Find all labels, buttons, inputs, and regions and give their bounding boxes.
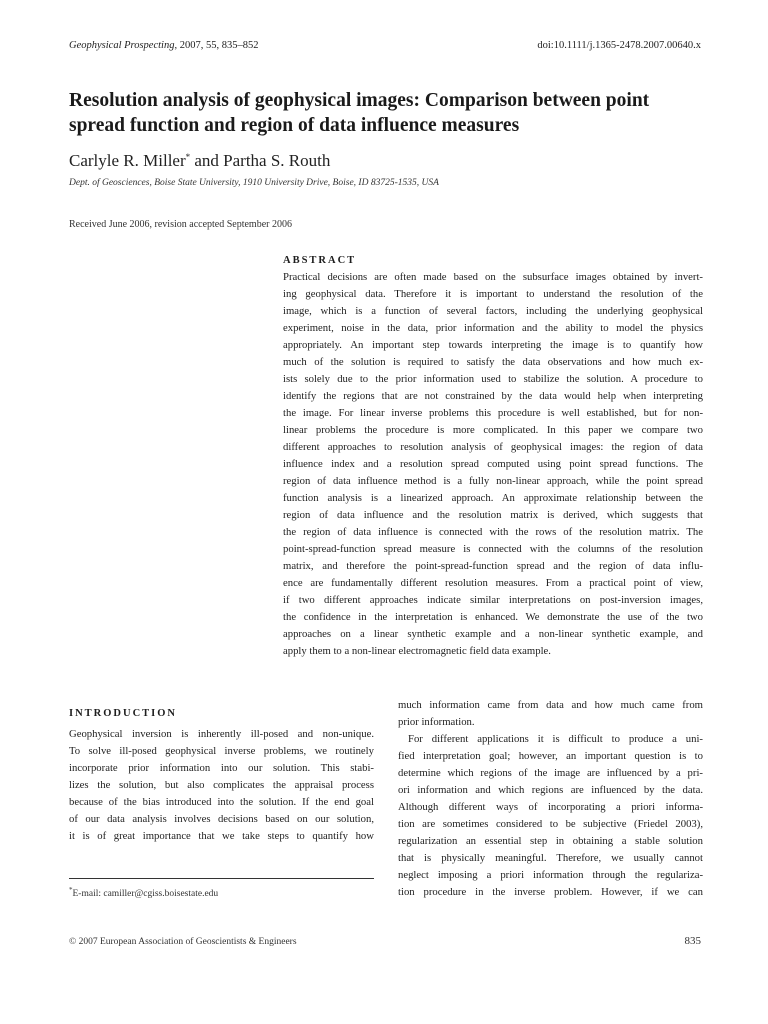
author-list bbox=[69, 151, 330, 171]
abstract bbox=[283, 255, 703, 660]
author-footnote-mark: * bbox=[185, 152, 191, 162]
abstract-line: appropriately. An important step towards interpreting the image is to quantify how bbox=[283, 339, 703, 351]
body-line: ori information and which regions are influenced by the data. bbox=[398, 784, 703, 796]
body-line: that is physically meaningful. Therefore, we usually cannot bbox=[398, 852, 703, 864]
abstract-line: different approaches to resolution analysis of geophysical images: the region of data bbox=[283, 441, 703, 453]
author-1: Carlyle R. Miller bbox=[69, 151, 186, 170]
body-line: For different applications it is difficult to produce a uni- bbox=[408, 733, 703, 745]
body-line: incorporate prior information into our solution. This stabi- bbox=[69, 762, 374, 774]
footnote-divider bbox=[69, 878, 374, 879]
body-line: tion procedure in the inverse problem. However, if we can bbox=[398, 886, 703, 898]
body-line: Geophysical inversion is inherently ill-posed and non-unique. bbox=[69, 728, 374, 740]
abstract-line: matrix, and therefore the point-spread-function spread and the region of data influ- bbox=[283, 560, 703, 572]
abstract-heading: ABSTRACT bbox=[283, 255, 357, 266]
body-line: tion are sometimes considered to be subjective (Friedel 2003), bbox=[398, 818, 703, 830]
body-line: neglect imposing a priori information through the regulariza- bbox=[398, 869, 703, 881]
abstract-line: point-spread-function spread measure is connected with the columns of the resolution bbox=[283, 543, 703, 555]
abstract-line: experiment, noise in the data, prior information and the ability to model the physics bbox=[283, 322, 703, 334]
abstract-line: apply them to a non-linear electromagnetic field data example. bbox=[283, 645, 551, 657]
abstract-line: ence are fundamentally different resolution measures. From a practical point of view, bbox=[283, 577, 703, 589]
abstract-line: approaches on a linear synthetic example and a non-linear synthetic example, and bbox=[283, 628, 703, 640]
abstract-line: image, which is a function of several factors, including the underlying geophysical bbox=[283, 305, 703, 317]
page-number: 835 bbox=[684, 935, 701, 947]
volume-pages: , 2007, 55, 835–852 bbox=[174, 40, 259, 51]
body-line: of our data analysis involves decisions based on our solution, bbox=[69, 813, 374, 825]
body-line: regularization an essential step in obtaining a stable solution bbox=[398, 835, 703, 847]
received-dates: Received June 2006, revision accepted September 2006 bbox=[69, 219, 292, 230]
abstract-line: the region of data influence is connected with the rows of the resolution matrix. The bbox=[283, 526, 703, 538]
abstract-line: Practical decisions are often made based on the subsurface images obtained by invert- bbox=[283, 271, 703, 283]
abstract-line: ing geophysical data. Therefore it is important to understand the resolution of the bbox=[283, 288, 703, 300]
abstract-line: ists solely due to the prior information used to stabilize the solution. A procedure to bbox=[283, 373, 703, 385]
abstract-line: region of data influence and the resolution matrix is derived, which suggests that bbox=[283, 509, 703, 521]
copyright-notice: © 2007 European Association of Geoscientists & Engineers bbox=[69, 937, 297, 947]
body-line: fied interpretation goal; however, an important question is to bbox=[398, 750, 703, 762]
title-line: Resolution analysis of geophysical images: Comparison between point bbox=[69, 90, 650, 111]
author-2: and Partha S. Routh bbox=[190, 151, 331, 170]
footnote-mark: * bbox=[69, 886, 73, 894]
body-line: it is of great importance that we take steps to quantify how bbox=[69, 830, 374, 842]
title-line: spread function and region of data influence measures bbox=[69, 115, 520, 136]
abstract-line: influence index and a resolution spread computed using point spread functions. The bbox=[283, 458, 703, 470]
abstract-line: if two different approaches indicate similar interpretations on post-inversion images, bbox=[283, 594, 703, 606]
article-title bbox=[69, 88, 709, 138]
affiliation: Dept. of Geosciences, Boise State University, 1910 University Drive, Boise, ID 83725-1535, USA bbox=[69, 178, 439, 188]
body-line: Although different ways of incorporating a priori informa- bbox=[398, 801, 703, 813]
body-line: lizes the solution, but also complicates the appraisal process bbox=[69, 779, 374, 791]
footnote-email[interactable]: E-mail: camiller@cgiss.boisestate.edu bbox=[72, 889, 219, 899]
footnote bbox=[69, 886, 218, 899]
abstract-line: region of data influence method is a fully non-linear approach, while the point spread bbox=[283, 475, 703, 487]
right-column bbox=[398, 697, 703, 901]
body-line: To solve ill-posed geophysical inverse problems, we routinely bbox=[69, 745, 374, 757]
journal-name: Geophysical Prospecting bbox=[69, 40, 175, 51]
abstract-line: linear problems the procedure is more complicated. In this paper we compare two bbox=[283, 424, 703, 436]
body-line: because of the bias introduced into the solution. If the end goal bbox=[69, 796, 374, 808]
body-line: prior information. bbox=[398, 716, 475, 728]
introduction-heading: INTRODUCTION bbox=[69, 708, 178, 719]
body-line: determine which regions of the image are influenced by a pri- bbox=[398, 767, 703, 779]
abstract-line: the image. For linear inverse problems this procedure is well established, but for non- bbox=[283, 407, 703, 419]
abstract-line: function analysis is a linearized approach. An approximate relationship between the bbox=[283, 492, 703, 504]
doi[interactable]: doi:10.1111/j.1365-2478.2007.00640.x bbox=[537, 40, 701, 51]
running-header-citation bbox=[69, 40, 258, 51]
body-line: much information came from data and how much came from bbox=[398, 699, 703, 711]
abstract-line: the confidence in the interpretation is enhanced. We demonstrate the use of the two bbox=[283, 611, 703, 623]
abstract-line: much of the solution is required to satisfy the data observations and how much ex- bbox=[283, 356, 703, 368]
abstract-line: identify the regions that are not constrained by the data would help when interpreting bbox=[283, 390, 703, 402]
introduction-column bbox=[69, 708, 374, 845]
